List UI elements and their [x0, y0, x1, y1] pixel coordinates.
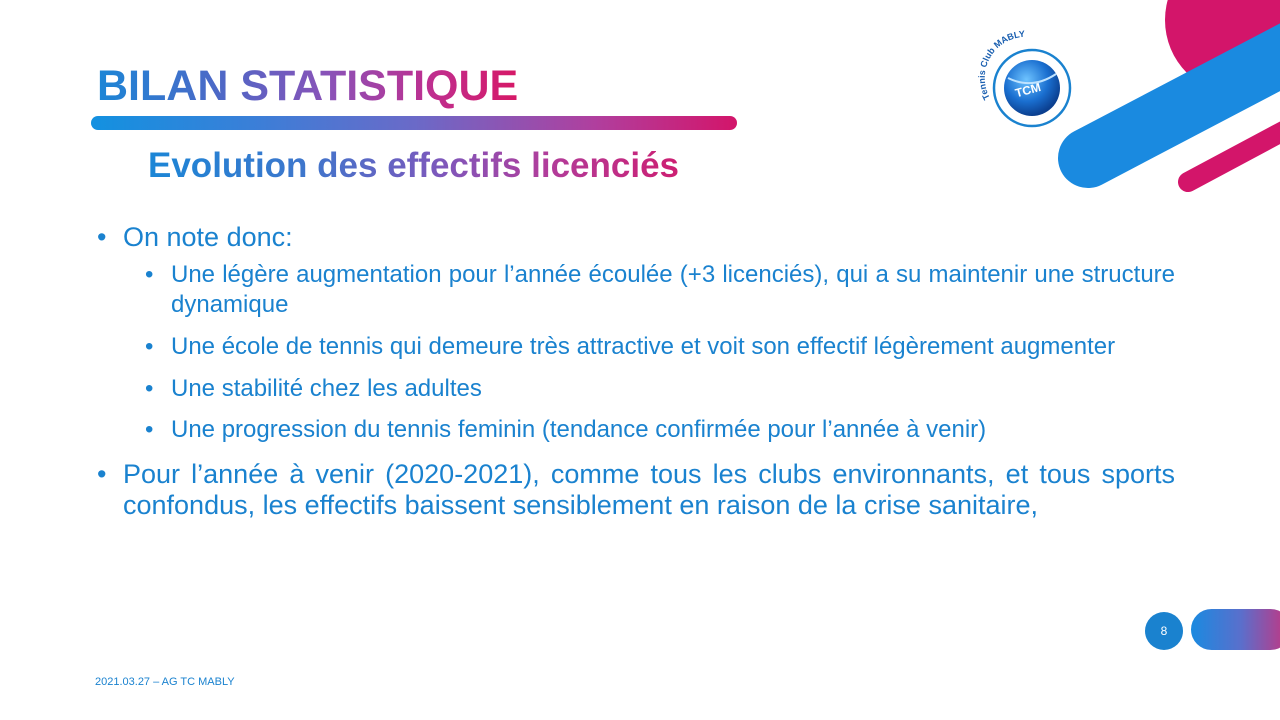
page-number: 8: [1145, 612, 1183, 650]
sub-bullet: • Une progression du tennis feminin (tendance confirmée pour l’année à venir): [145, 416, 987, 443]
bullet-1: • On note donc:: [97, 222, 293, 252]
slide-subtitle: Evolution des effectifs licenciés: [148, 143, 679, 189]
title-underline-bar: [91, 116, 737, 130]
corner-decoration: [1040, 0, 1280, 210]
sub-bullet: • Une école de tennis qui demeure très attractive et voit son effectif légèrement augmenter: [145, 333, 1116, 360]
footer-text: 2021.03.27 – AG TC MABLY: [95, 676, 235, 688]
sub-bullet: • Une stabilité chez les adultes: [145, 375, 482, 402]
sub-bullet: • Une légère augmentation pour l’année écoulée (+3 licenciés), qui a su maintenir une structure dynamique: [145, 261, 1175, 318]
svg-text:TCM: TCM: [1013, 80, 1043, 101]
svg-text:Tennis Club MABLY: Tennis Club MABLY: [976, 28, 1026, 102]
page-title: BILAN STATISTIQUE: [97, 58, 518, 114]
bullet-2: • Pour l’année à venir (2020-2021), comme tous les clubs environnants, et tous sports confondus, les effectifs baissent sensiblement en raison de la crise sanitaire,: [97, 459, 1175, 520]
slide-body: [97, 222, 1175, 521]
tcm-logo: [976, 28, 1076, 128]
page-number-bar: [1191, 609, 1280, 650]
